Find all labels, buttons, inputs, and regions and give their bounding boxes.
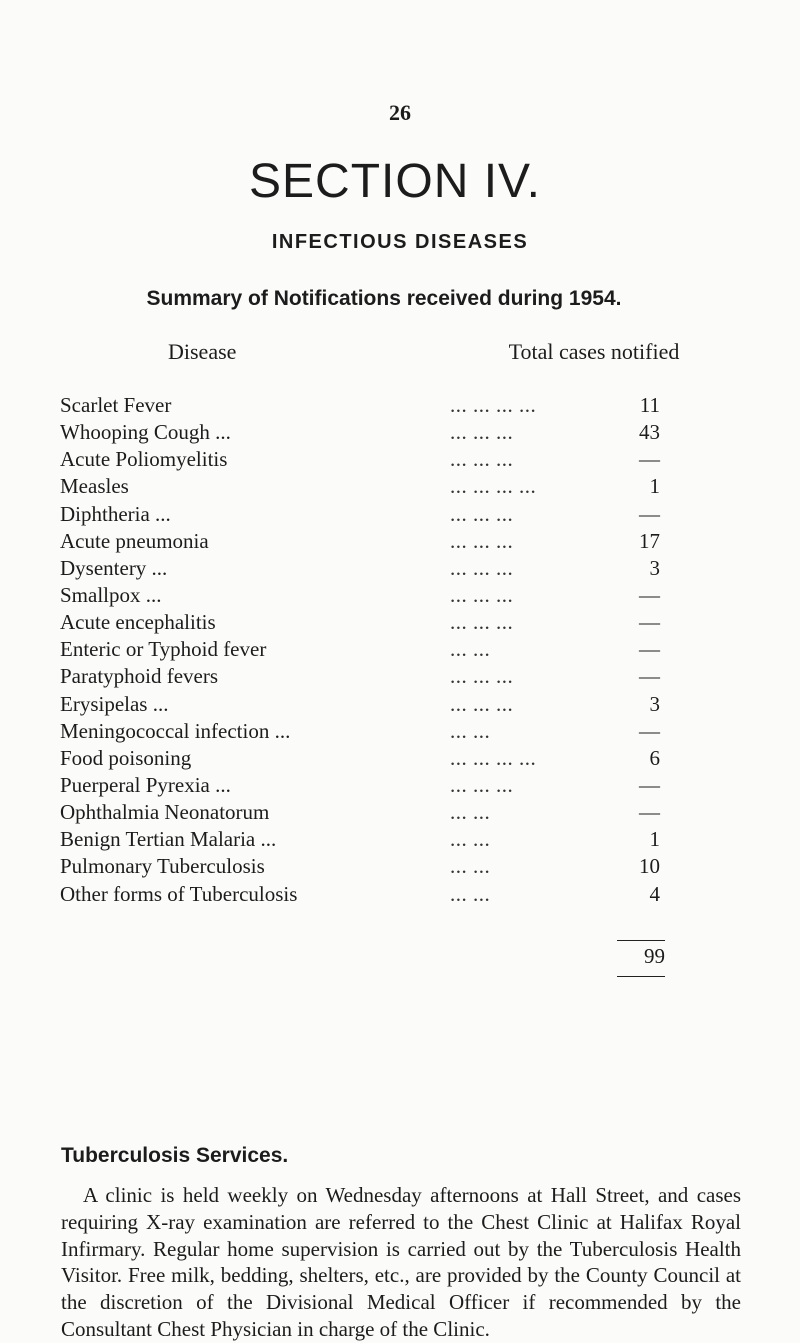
leader-dots: ... ... ... [450,555,514,580]
table-row [60,501,660,528]
disease-name: Other forms of Tuberculosis [60,881,298,906]
leader-dots: ... ... ... ... [450,393,537,417]
leader-dots: ... ... ... ... [450,474,537,499]
case-count: — [639,610,660,635]
case-count: 3 [649,691,660,716]
table-row [60,853,660,880]
leader-dots: ... ... [450,827,491,852]
table-row [60,392,660,419]
disease-name: Paratyphoid fevers [60,664,219,689]
disease-name: Acute pneumonia [60,528,209,553]
leader-dots: ... ... ... [450,420,514,445]
disease-name: Pulmonary Tuberculosis [60,854,265,879]
table-row [60,446,660,473]
section-subheading: INFECTIOUS DISEASES [271,231,529,253]
case-count: — [639,501,660,526]
case-count: — [639,637,660,662]
disease-name: Scarlet Fever [60,393,172,417]
disease-name: Measles [60,474,129,499]
case-count: 43 [639,420,660,445]
disease-name: Enteric or Typhoid fever [60,637,267,662]
leader-dots: ... ... ... [450,582,514,607]
tuberculosis-heading: Tuberculosis Services. [61,1144,289,1167]
case-count: — [639,582,660,607]
section-title: SECTION IV. [249,155,541,208]
disease-name: Benign Tertian Malaria ... [60,827,277,852]
table-row [60,691,660,718]
table-row [60,473,660,500]
table-row [60,826,660,853]
case-count: — [639,718,660,743]
disease-name: Ophthalmia Neonatorum [60,800,270,825]
tuberculosis-paragraph: A clinic is held weekly on Wednesday afternoons at Hall Street, and cases requiring X-ray examination are referred to the Chest Clinic at Halifax Royal Infirmary. Regular home supervision is carried out by the Tuberculosis Health Visitor. Free milk, bedding, shelters, etc., are provided by the County Council at the discretion of the Divisional Medical Officer if recommended by the Consultant Chest Physician in charge of the Clinic. [61,1183,741,1341]
notifications-table [60,392,660,908]
leader-dots: ... ... ... [450,447,514,472]
table-row [60,663,660,690]
table-row [60,609,660,636]
total-rule-bottom [617,976,665,977]
table-row [60,528,660,555]
case-count: 4 [649,881,660,906]
case-count: — [639,772,660,797]
table-row [60,745,660,772]
disease-name: Erysipelas ... [60,691,169,716]
disease-name: Puerperal Pyrexia ... [60,772,231,797]
disease-name: Food poisoning [60,745,192,770]
case-count: 11 [639,393,660,417]
table-row [60,582,660,609]
summary-heading: Summary of Notifications received during 1954. [146,287,622,310]
leader-dots: ... ... [450,718,491,743]
total-rule-top [617,940,665,941]
leader-dots: ... ... ... [450,501,514,526]
table-row [60,555,660,582]
case-count: 1 [649,474,660,499]
case-count: 1 [649,827,660,852]
disease-name: Acute encephalitis [60,610,216,635]
case-count: 3 [649,555,660,580]
page-number: 26 [389,100,411,125]
leader-dots: ... ... ... [450,664,514,689]
leader-dots: ... ... ... ... [450,745,537,770]
leader-dots: ... ... ... [450,528,514,553]
table-row [60,419,660,446]
table-row [60,881,660,908]
disease-name: Diphtheria ... [60,501,171,526]
disease-name: Meningococcal infection ... [60,718,291,743]
leader-dots: ... ... [450,881,491,906]
leader-dots: ... ... [450,854,491,879]
table-row [60,718,660,745]
column-header-disease: Disease [168,339,237,364]
case-count: 17 [639,528,660,553]
case-count: 6 [649,745,660,770]
case-count: — [639,800,660,825]
disease-name: Whooping Cough ... [60,420,231,445]
leader-dots: ... ... [450,800,491,825]
disease-name: Acute Poliomyelitis [60,447,228,472]
table-row [60,636,660,663]
table-row [60,799,660,826]
total-cases: 99 [644,944,665,968]
table-row [60,772,660,799]
leader-dots: ... ... ... [450,610,514,635]
leader-dots: ... ... ... [450,691,514,716]
leader-dots: ... ... [450,637,491,662]
column-header-total-cases: Total cases notified [508,339,680,364]
disease-name: Smallpox ... [60,582,162,607]
case-count: — [639,664,660,689]
disease-name: Dysentery ... [60,555,168,580]
case-count: — [639,447,660,472]
case-count: 10 [639,854,660,879]
leader-dots: ... ... ... [450,772,514,797]
